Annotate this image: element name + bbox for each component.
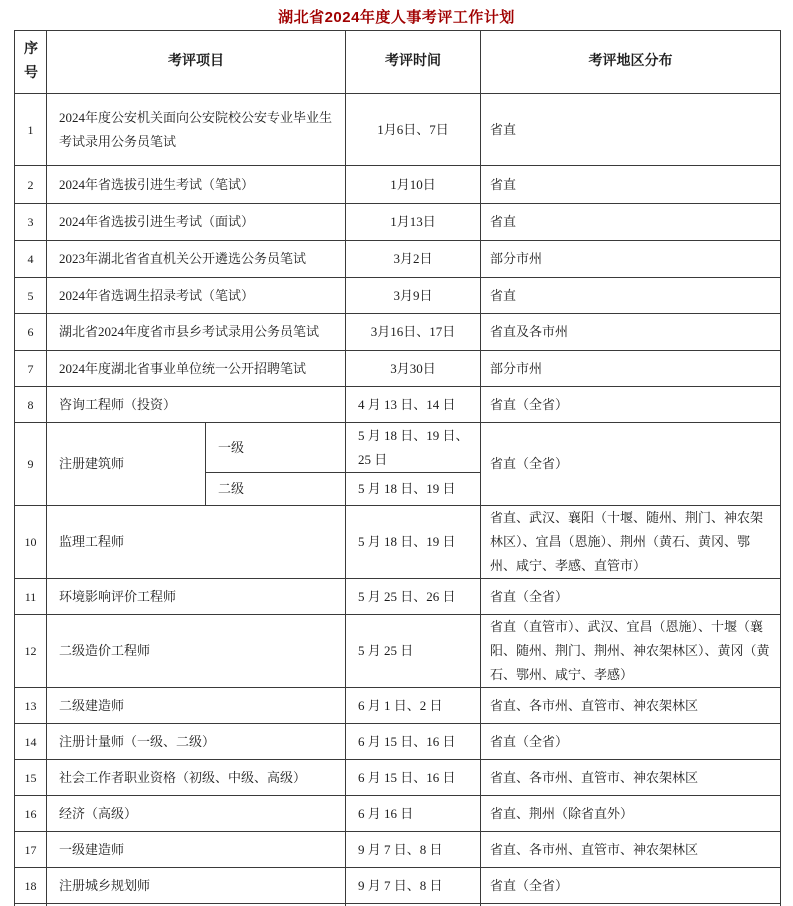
table-row: [15, 506, 781, 579]
cell-project: 注册城乡规划师: [47, 868, 346, 904]
cell-index: 13: [15, 688, 47, 724]
cell-project: 环境影响评价工程师: [47, 579, 346, 615]
cell-index: 5: [15, 278, 47, 314]
cell-region: 省直、武汉、襄阳（十堰、随州、荆门、神农架林区）、宜昌（恩施）、荆州（黄石、黄冈、鄂州、咸宁、孝感、直管市）: [481, 506, 781, 579]
table-row: [15, 832, 781, 868]
table-row: [15, 278, 781, 314]
cell-project: 2024年省选拔引进生考试（面试）: [47, 204, 346, 241]
cell-index: 18: [15, 868, 47, 904]
cell-region: 省直（全省）: [481, 724, 781, 760]
cell-project: 社会工作者职业资格（初级、中级、高级）: [47, 760, 346, 796]
table-row: [15, 724, 781, 760]
cell-index: 10: [15, 506, 47, 579]
cell-time: 1月10日: [346, 166, 481, 204]
cell-index: 2: [15, 166, 47, 204]
table-row: [15, 351, 781, 387]
cell-region: 省直、各市州、直管市、神农架林区: [481, 688, 781, 724]
cell-region: 部分市州: [481, 351, 781, 387]
cell-time: 5 月 25 日: [346, 615, 481, 688]
cell-index: 11: [15, 579, 47, 615]
table-row: [15, 166, 781, 204]
header-time: 考评时间: [346, 31, 481, 94]
table-row: [15, 796, 781, 832]
cell-region: 省直（全省）: [481, 423, 781, 506]
cell-time: 1月13日: [346, 204, 481, 241]
table-row: [15, 688, 781, 724]
cell-time: 5 月 18 日、19 日: [346, 506, 481, 579]
cell-project: 2024年省选调生招录考试（笔试）: [47, 278, 346, 314]
cell-project: 经济（高级）: [47, 796, 346, 832]
cell-time: 3月30日: [346, 351, 481, 387]
cell-region: 省直（全省）: [481, 579, 781, 615]
cell-project: 注册计量师（一级、二级）: [47, 724, 346, 760]
page-title: 湖北省2024年度人事考评工作计划: [278, 9, 515, 26]
cell-region: 省直及各市州: [481, 314, 781, 351]
cell-index: 7: [15, 351, 47, 387]
cell-project: 2023年湖北省省直机关公开遴选公务员笔试: [47, 241, 346, 278]
cell-time: 6 月 15 日、16 日: [346, 724, 481, 760]
cell-project: 咨询工程师（投资）: [47, 387, 346, 423]
cell-project: 2024年度公安机关面向公安院校公安专业毕业生考试录用公务员笔试: [47, 94, 346, 166]
cell-time: 9 月 7 日、8 日: [346, 868, 481, 904]
cell-project: 2024年度湖北省事业单位统一公开招聘笔试: [47, 351, 346, 387]
cell-sub-level: 二级: [206, 473, 346, 506]
cell-project: 注册建筑师: [47, 423, 206, 506]
cell-time: 3月2日: [346, 241, 481, 278]
cell-time: 5 月 25 日、26 日: [346, 579, 481, 615]
cell-region: 部分市州: [481, 241, 781, 278]
cell-time: 3月16日、17日: [346, 314, 481, 351]
table-row: [15, 387, 781, 423]
cell-project: 监理工程师: [47, 506, 346, 579]
table-row: [15, 760, 781, 796]
cell-region: 省直（全省）: [481, 868, 781, 904]
table-row: [15, 579, 781, 615]
table-row: [15, 241, 781, 278]
table-header-row: [15, 31, 781, 94]
cell-index: 8: [15, 387, 47, 423]
cell-time: 3月9日: [346, 278, 481, 314]
cell-time: 6 月 16 日: [346, 796, 481, 832]
cell-region: 省直（直管市）、武汉、宜昌（恩施）、十堰（襄阳、随州、荆门、荆州、神农架林区）、黄冈（黄石、鄂州、咸宁、孝感）: [481, 615, 781, 688]
cell-sub-level: 一级: [206, 423, 346, 473]
cell-time: 4 月 13 日、14 日: [346, 387, 481, 423]
cell-index: 1: [15, 94, 47, 166]
cell-project: 二级造价工程师: [47, 615, 346, 688]
cell-index: 3: [15, 204, 47, 241]
cell-index: 9: [15, 423, 47, 506]
assessment-plan-table: [14, 30, 781, 906]
cell-region: 省直（全省）: [481, 387, 781, 423]
cell-index: 15: [15, 760, 47, 796]
table-row: [15, 615, 781, 688]
cell-time: 5 月 18 日、19 日、25 日: [346, 423, 481, 473]
cell-region: 省直、各市州、直管市、神农架林区: [481, 760, 781, 796]
cell-region: 省直: [481, 204, 781, 241]
cell-time: 9 月 7 日、8 日: [346, 832, 481, 868]
cell-index: 4: [15, 241, 47, 278]
cell-time: 6 月 1 日、2 日: [346, 688, 481, 724]
cell-time: 6 月 15 日、16 日: [346, 760, 481, 796]
cell-region: 省直、荆州（除省直外）: [481, 796, 781, 832]
header-region: 考评地区分布: [481, 31, 781, 94]
header-index: 序号: [15, 31, 47, 94]
cell-index: 17: [15, 832, 47, 868]
table-row: [15, 423, 781, 473]
cell-project: 2024年省选拔引进生考试（笔试）: [47, 166, 346, 204]
table-row: [15, 868, 781, 904]
cell-project: 湖北省2024年度省市县乡考试录用公务员笔试: [47, 314, 346, 351]
cell-region: 省直: [481, 94, 781, 166]
cell-index: 16: [15, 796, 47, 832]
table-row: [15, 314, 781, 351]
cell-time: 1月6日、7日: [346, 94, 481, 166]
cell-region: 省直: [481, 166, 781, 204]
cell-region: 省直: [481, 278, 781, 314]
cell-project: 一级建造师: [47, 832, 346, 868]
cell-index: 12: [15, 615, 47, 688]
table-row: [15, 94, 781, 166]
header-project: 考评项目: [47, 31, 346, 94]
table-row: [15, 204, 781, 241]
cell-index: 14: [15, 724, 47, 760]
cell-project: 二级建造师: [47, 688, 346, 724]
cell-time: 5 月 18 日、19 日: [346, 473, 481, 506]
cell-index: 6: [15, 314, 47, 351]
cell-region: 省直、各市州、直管市、神农架林区: [481, 832, 781, 868]
